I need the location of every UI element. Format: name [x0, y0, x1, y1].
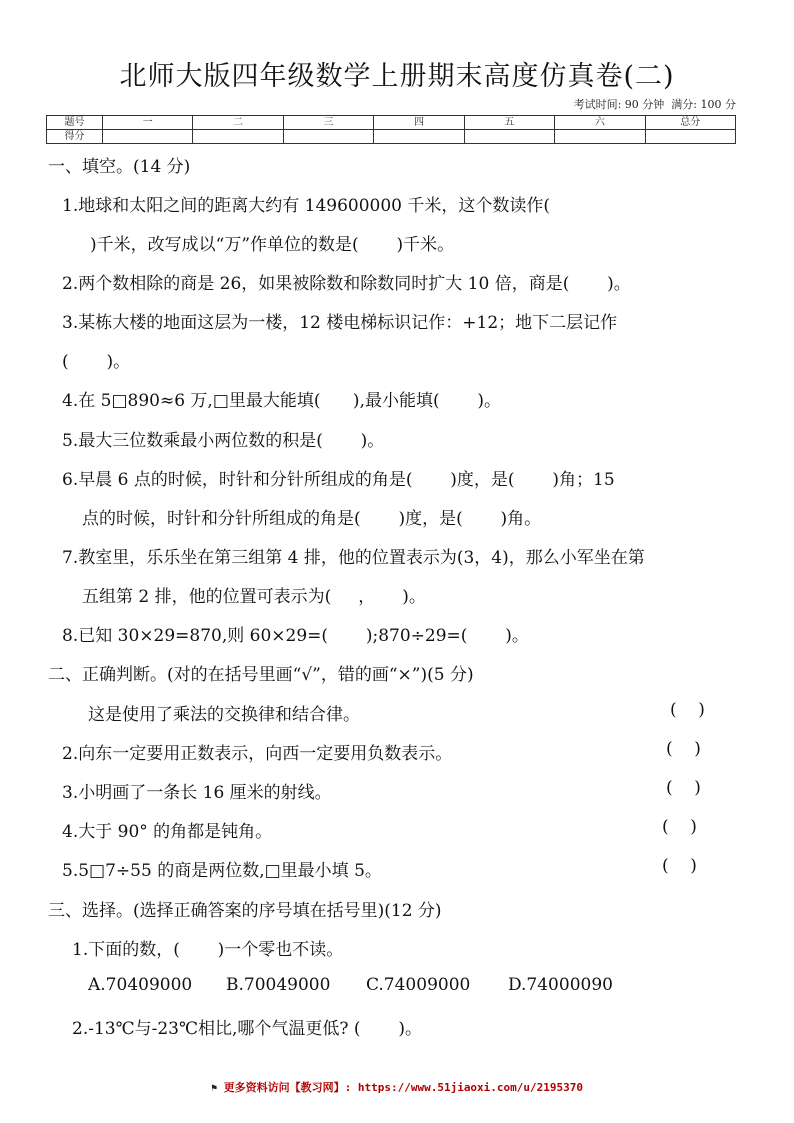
- section1-line: 8.已知 30×29=870,则 60×29=( );870÷29=( )。: [62, 626, 529, 646]
- judge-item: 3.小明画了一条长 16 厘米的射线。: [62, 783, 332, 803]
- score-table-header-cell: 三: [283, 116, 373, 130]
- judge-answer-paren[interactable]: ( ): [670, 700, 705, 720]
- score-table-header-row: [47, 116, 736, 130]
- score-table-header-cell: 题号: [47, 116, 103, 130]
- judge-answer-paren[interactable]: ( ): [666, 739, 701, 759]
- score-cell[interactable]: [193, 130, 283, 144]
- section1-line: 6.早晨 6 点的时候，时针和分针所组成的角是( )度，是( )角；15: [62, 470, 615, 490]
- score-table-header-cell: 一: [103, 116, 193, 130]
- score-cell[interactable]: [374, 130, 464, 144]
- judge-answer-paren[interactable]: ( ): [662, 856, 697, 876]
- choice-option-c[interactable]: C.74009000: [366, 975, 471, 995]
- score-cell[interactable]: [555, 130, 645, 144]
- footer-link[interactable]: [0, 1079, 794, 1095]
- choice-question: 2.-13℃与-23℃相比,哪个气温更低? ( )。: [72, 1019, 423, 1039]
- score-table-header-cell: 五: [464, 116, 554, 130]
- section2-heading: 二、正确判断。(对的在括号里画“√”，错的画“×”)(5 分): [48, 665, 474, 685]
- score-table-header-cell: 二: [193, 116, 283, 130]
- section3-heading: 三、选择。(选择正确答案的序号填在括号里)(12 分): [48, 901, 442, 921]
- footer-text: 更多资料访问【教习网】: https://www.51jiaoxi.com/u/2195370: [223, 1081, 584, 1094]
- score-row-label: 得分: [47, 130, 103, 144]
- section1-line: )千米，改写成以“万”作单位的数是( )千米。: [90, 235, 455, 255]
- page-title: 北师大版四年级数学上册期末高度仿真卷(二): [119, 61, 675, 92]
- section1-line: 点的时候，时针和分针所组成的角是( )度，是( )角。: [82, 509, 542, 529]
- judge-answer-paren[interactable]: ( ): [666, 778, 701, 798]
- score-cell[interactable]: [464, 130, 554, 144]
- choice-option-b[interactable]: B.70049000: [226, 975, 331, 995]
- score-table-header-cell: 六: [555, 116, 645, 130]
- section1-line: ( )。: [62, 352, 131, 372]
- judge-answer-paren[interactable]: ( ): [662, 817, 697, 837]
- section1-heading: 一、填空。(14 分): [48, 157, 191, 177]
- judge-item: 4.大于 90° 的角都是钝角。: [62, 822, 273, 842]
- flag-icon: ⚑: [210, 1083, 217, 1094]
- score-cell[interactable]: [645, 130, 735, 144]
- judge-item: 5.5□7÷55 的商是两位数,□里最小填 5。: [62, 861, 382, 881]
- judge-item: 2.向东一定要用正数表示，向西一定要用负数表示。: [62, 744, 453, 764]
- section1-line: 7.教室里，乐乐坐在第三组第 4 排，他的位置表示为(3，4)，那么小军坐在第: [62, 548, 645, 568]
- section1-line: 2.两个数相除的商是 26，如果被除数和除数同时扩大 10 倍，商是( )。: [62, 274, 631, 294]
- section1-line: 5.最大三位数乘最小两位数的积是( )。: [62, 431, 385, 451]
- score-cell[interactable]: [283, 130, 373, 144]
- score-cell[interactable]: [103, 130, 193, 144]
- choice-question: 1.下面的数，( )一个零也不读。: [72, 940, 344, 960]
- score-table: [46, 115, 736, 144]
- section1-line: 4.在 5□890≈6 万,□里最大能填( ),最小能填( )。: [62, 391, 502, 411]
- judge-item: 这是使用了乘法的交换律和结合律。: [88, 705, 360, 725]
- score-table-score-row: [47, 130, 736, 144]
- score-table-header-cell: 四: [374, 116, 464, 130]
- score-table-header-cell: 总分: [645, 116, 735, 130]
- exam-meta: 考试时间: 90 分钟 满分: 100 分: [573, 98, 736, 111]
- section1-line: 1.地球和太阳之间的距离大约有 149600000 千米，这个数读作(: [62, 196, 551, 216]
- section1-line: 3.某栋大楼的地面这层为一楼，12 楼电梯标识记作：+12；地下二层记作: [62, 313, 618, 333]
- choice-option-a[interactable]: A.70409000: [88, 975, 193, 995]
- choice-option-d[interactable]: D.74000090: [508, 975, 613, 995]
- section1-line: 五组第 2 排，他的位置可表示为( ， )。: [82, 587, 426, 607]
